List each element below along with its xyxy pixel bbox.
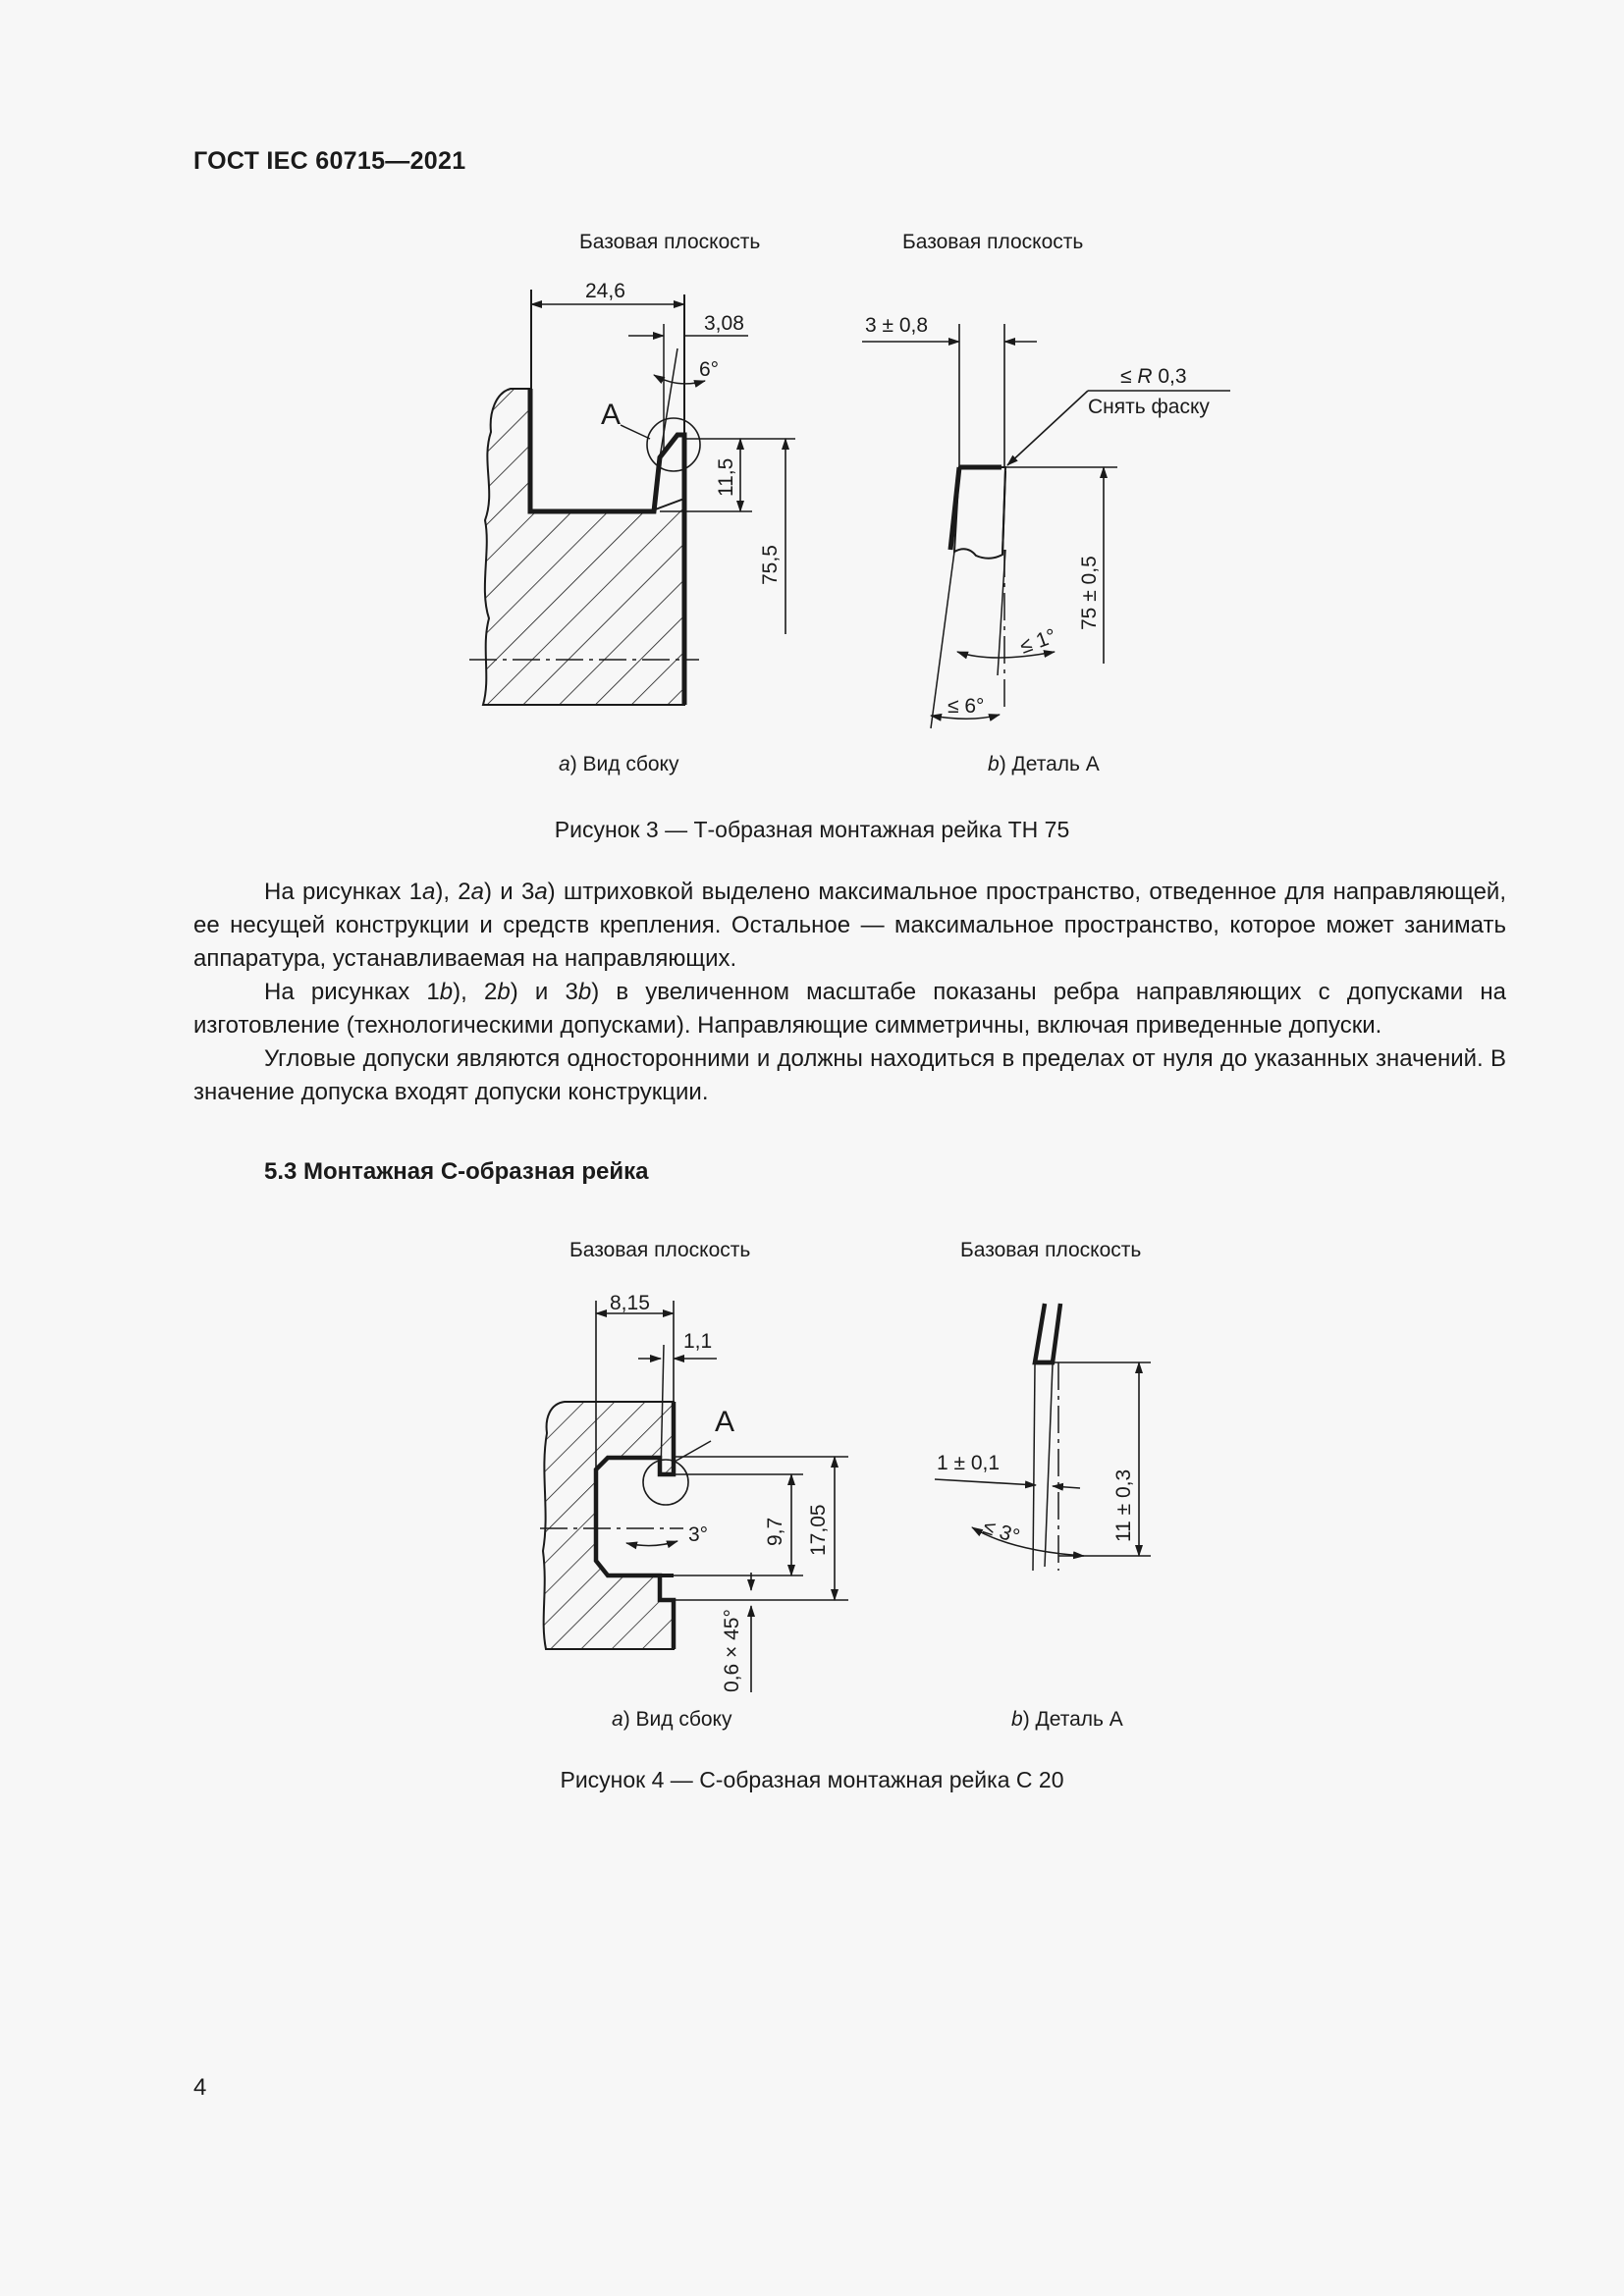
paragraph-2: На рисунках 1b), 2b) и 3b) в увеличенном масштабе показаны ребра направляющих с допусками на изготовление (технологическими допусками). Направляющие симметричны, включая приведенные допуски. — [193, 979, 1506, 1039]
fig4a-detail-label: А — [715, 1406, 735, 1438]
body-paragraphs — [193, 876, 1506, 1109]
fig3b-sub-caption: b) Деталь А — [988, 753, 1100, 775]
fig3a-dim-11-5: 11,5 — [715, 457, 737, 497]
figure-4-caption: Рисунок 4 — С-образная монтажная рейка С 20 — [560, 1767, 1064, 1792]
page-number: 4 — [193, 2074, 207, 2101]
fig3b-dim-75-0-5: 75 ± 0,5 — [1078, 556, 1101, 630]
fig3a-hatched-body — [469, 290, 699, 705]
fig3-right-title: Базовая плоскость — [902, 231, 1084, 253]
fig4a-dim-1-1: 1,1 — [683, 1330, 713, 1353]
fig4b-sub-caption: b) Деталь А — [1011, 1708, 1123, 1731]
fig3b-chamfer-label: Снять фаску — [1088, 396, 1210, 418]
fig4a-angle-3: 3° — [688, 1523, 709, 1546]
fig3b-radius-label: ≤ R 0,3 — [1120, 365, 1187, 388]
figure-3-drawing — [0, 0, 1624, 883]
paragraph-1: На рисунках 1a), 2a) и 3a) штриховкой выделено максимальное пространство, отведенное для направляющей, ее несущей конструкции и средств крепления. Остальное — максимальное пространство, которое может занимать аппаратура, устанавливаемая на направляющих. — [193, 879, 1506, 972]
fig4b-detail-profile — [1033, 1304, 1060, 1571]
fig4a-chamfer: 0,6 × 45° — [721, 1609, 743, 1692]
fig3a-dim-3-08: 3,08 — [704, 312, 744, 335]
fig4a-dim-8-15: 8,15 — [610, 1292, 650, 1314]
fig3a-angle-6: 6° — [699, 358, 720, 381]
section-heading: 5.3 Монтажная С-образная рейка — [264, 1158, 649, 1185]
fig4b-dim-11-0-3: 11 ± 0,3 — [1112, 1468, 1135, 1542]
fig4a-hatched-body — [540, 1301, 683, 1649]
document-header: ГОСТ IEC 60715—2021 — [193, 147, 466, 175]
fig4b-angle-3: ≤ 3° — [980, 1515, 1023, 1549]
fig4-left-title: Базовая плоскость — [569, 1239, 751, 1261]
fig4a-dim-9-7: 9,7 — [764, 1517, 786, 1546]
paragraph-3: Угловые допуски являются односторонними и должны находиться в пределах от нуля до указанных значений. В значение допуска входят допуски конструкции. — [193, 1045, 1506, 1105]
fig4a-dim-17-05: 17,05 — [807, 1504, 830, 1556]
fig3b-angle-6: ≤ 6° — [947, 695, 985, 718]
fig3a-sub-caption: a) Вид сбоку — [559, 753, 679, 775]
fig3a-dim-75-5: 75,5 — [759, 545, 782, 585]
fig3-left-title: Базовая плоскость — [579, 231, 761, 253]
figure-3-caption: Рисунок 3 — Т-образная монтажная рейка ТН 75 — [554, 817, 1070, 842]
fig3b-dim-3-0-8: 3 ± 0,8 — [865, 314, 929, 337]
fig4b-dim-1-0-1: 1 ± 0,1 — [937, 1452, 1001, 1474]
figure-4 — [0, 1217, 1624, 1826]
fig3a-detail-label: А — [601, 399, 622, 431]
fig4-right-title: Базовая плоскость — [960, 1239, 1142, 1261]
fig3b-detail-profile — [931, 324, 1005, 728]
fig3a-dim-24-6: 24,6 — [585, 280, 625, 302]
fig4a-sub-caption: a) Вид сбоку — [612, 1708, 732, 1731]
fig3b-angle-1: ≤ 1° — [1016, 624, 1059, 659]
figure-4-drawing — [0, 1217, 1624, 1826]
figure-3 — [0, 0, 1624, 883]
